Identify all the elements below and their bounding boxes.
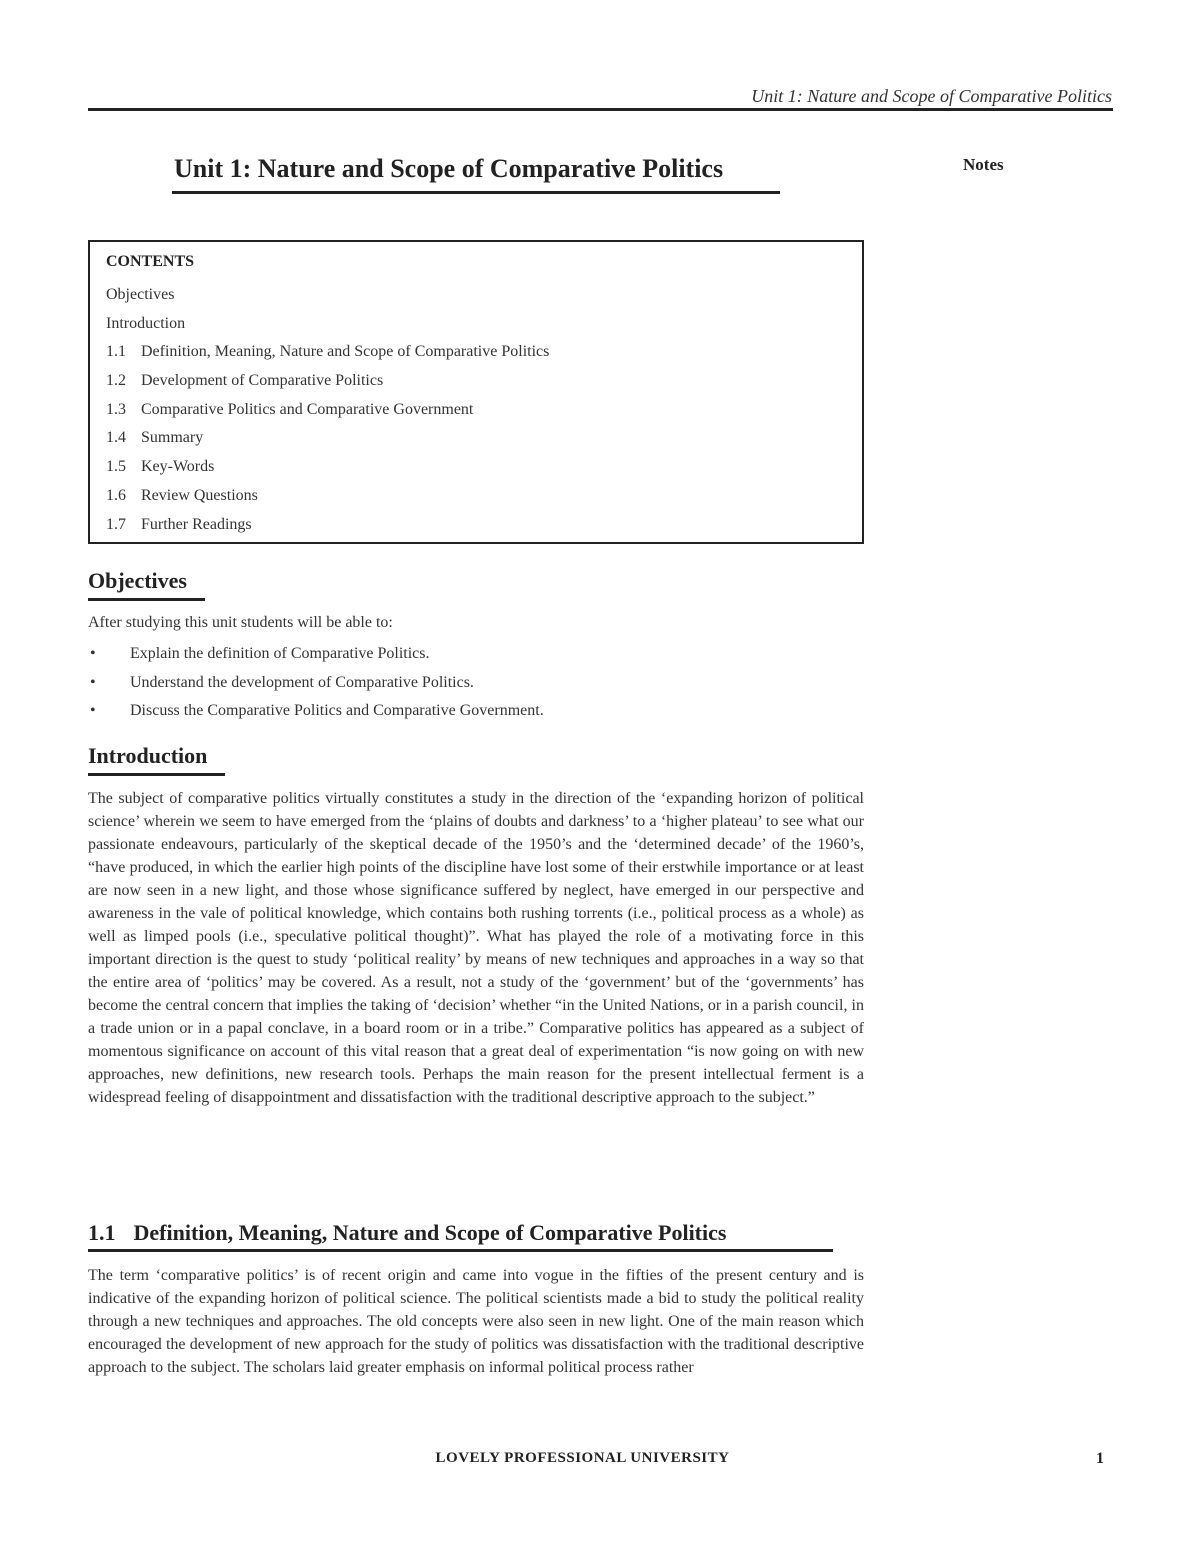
contents-item-label: Further Readings xyxy=(141,515,252,533)
contents-item[interactable] xyxy=(106,281,549,310)
objectives-heading: Objectives xyxy=(88,568,187,593)
contents-box xyxy=(88,240,864,544)
bullet-icon: • xyxy=(90,702,96,719)
objectives-list xyxy=(88,640,544,726)
contents-heading: CONTENTS xyxy=(106,253,195,270)
contents-item-number: 1.6 xyxy=(106,486,126,504)
contents-item-label: Comparative Politics and Comparative Government xyxy=(141,400,474,418)
contents-item-number: 1.3 xyxy=(106,400,126,418)
bullet-icon: • xyxy=(90,645,96,662)
contents-item-number: 1.2 xyxy=(106,372,126,390)
contents-item-number: 1.1 xyxy=(106,343,126,361)
introduction-body: The subject of comparative politics virtually constitutes a study in the direction of the ‘expanding horizon of political science’ wherein we seem to have emerged from the ‘plains of doubts and darkness’ to a ‘higher plateau’ to see what our passionate endeavours, particularly of the skeptical decade of the 1950’s and the ‘determined decade’ of the 1960’s, “have produced, in which the earlier high points of the discipline have lost some of their erstwhile importance or at least are now seen in a new light, and those whose significance suffered by neglect, have emerged in our perspective and awareness in the vale of political knowledge, which contains both rushing torrents (i.e., political process as a whole) as well as limped pools (i.e., speculative political thought)”. What has played the role of a motivating force in this important direction is the quest to study ‘political reality’ by means of new techniques and approaches in a way so that the entire area of ‘politics’ may be covered. As a result, not a study of the ‘government’ but of the ‘governments’ has become the central concern that implies the taking of ‘decision’ whether “in the United Nations, or in a parish council, in a trade union or in a papal conclave, in a board room or in a tribe.” Comparative politics has appeared as a subject of momentous significance on account of this vital reason that a great deal of experimentation “is now going on with new approaches, new definitions, new research tools. Perhaps the main reason for the present intellectual ferment is a widespread feeling of disappointment and dissatisfaction with the traditional descriptive approach to the subject.” xyxy=(88,790,864,1106)
contents-item[interactable] xyxy=(106,396,549,425)
objective-text: Understand the development of Comparative Politics. xyxy=(130,673,474,691)
contents-item-label: Development of Comparative Politics xyxy=(141,372,384,390)
contents-item-number: 1.4 xyxy=(106,429,126,447)
contents-item[interactable] xyxy=(106,338,549,367)
contents-item-label: Summary xyxy=(141,429,204,447)
contents-item[interactable] xyxy=(106,367,549,396)
section-1-1-heading-underline xyxy=(88,1249,833,1252)
objective-text: Explain the definition of Comparative Politics. xyxy=(130,645,430,662)
contents-item-label: Key-Words xyxy=(141,458,215,476)
contents-item-label: Objectives xyxy=(106,286,175,303)
notes-margin-label: Notes xyxy=(963,155,1004,174)
section-title: Definition, Meaning, Nature and Scope of Comparative Politics xyxy=(133,1220,727,1245)
contents-item[interactable] xyxy=(106,482,549,511)
contents-item[interactable] xyxy=(106,310,549,339)
contents-item[interactable] xyxy=(106,424,549,453)
unit-title: Unit 1: Nature and Scope of Comparative Politics xyxy=(174,154,724,183)
objectives-intro: After studying this unit students will be able to: xyxy=(88,614,393,631)
running-head: Unit 1: Nature and Scope of Comparative Politics xyxy=(751,86,1112,106)
section-1-1-heading xyxy=(88,1220,726,1246)
objective-text: Discuss the Comparative Politics and Comparative Government. xyxy=(130,702,544,719)
page-number: 1 xyxy=(1096,1450,1104,1467)
section-number: 1.1 xyxy=(88,1220,116,1245)
unit-title-underline xyxy=(172,191,780,194)
objective-item xyxy=(88,640,544,669)
objective-item xyxy=(88,669,544,698)
objective-item xyxy=(88,697,544,726)
contents-item-label: Definition, Meaning, Nature and Scope of Comparative Politics xyxy=(141,343,550,361)
contents-item-number: 1.7 xyxy=(106,515,126,533)
footer-university: LOVELY PROFESSIONAL UNIVERSITY xyxy=(435,1450,730,1466)
contents-item[interactable] xyxy=(106,453,549,482)
section-1-1-body: The term ‘comparative politics’ is of recent origin and came into vogue in the fifties of the present century and is indicative of the expanding horizon of political science. The political scientists made a bid to study the political reality through a new techniques and approaches. The old concepts were also seen in new light. One of the main reason which encouraged the development of new approach for the study of politics was dissatisfaction with the traditional descriptive approach to the subject. The scholars laid greater emphasis on informal political process rather xyxy=(88,1267,864,1376)
introduction-heading: Introduction xyxy=(88,743,208,768)
contents-item-label: Review Questions xyxy=(141,486,258,504)
header-rule xyxy=(88,108,1113,111)
contents-list xyxy=(106,281,549,539)
bullet-icon: • xyxy=(90,673,96,691)
objectives-heading-underline xyxy=(88,598,205,601)
contents-item-number: 1.5 xyxy=(106,458,126,476)
contents-item-label: Introduction xyxy=(106,314,186,332)
contents-item[interactable] xyxy=(106,511,549,540)
introduction-heading-underline xyxy=(88,773,225,776)
